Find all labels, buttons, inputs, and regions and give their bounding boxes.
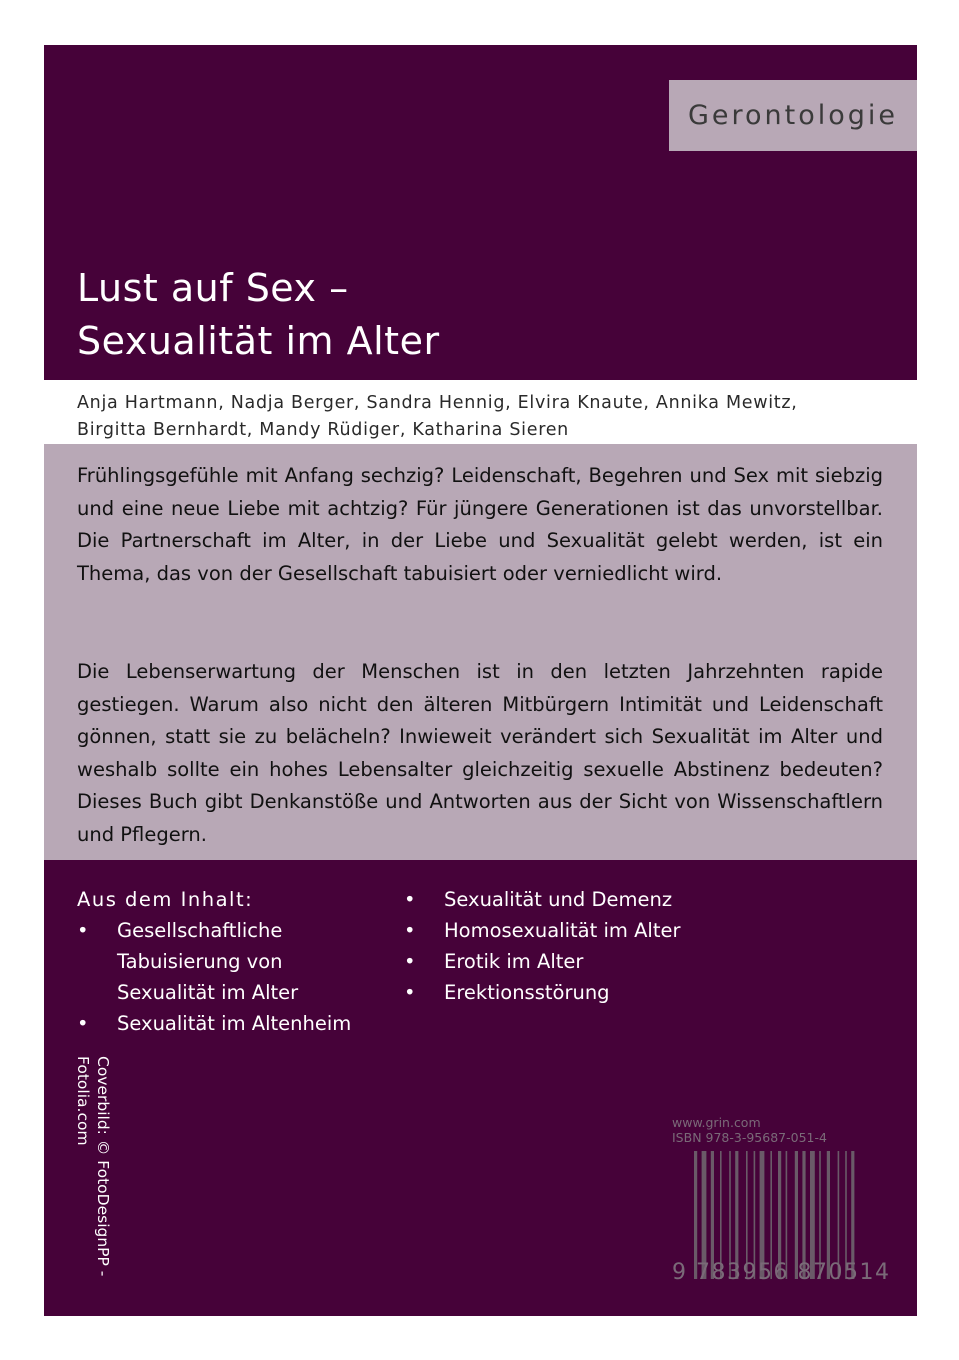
blurb-paragraph-2: Die Lebenserwartung der Menschen ist in den letzten Jahrzehnten rapide gestiegen. Warum also nicht den älteren Mitbürgern Intimität und Leidenschaft gönnen, statt sie zu belächeln? Inwieweit verändert sich Sexualität im Alter und weshalb sollte ein hohes Lebensalter gleichzeitig sexuelle Abstinenz bedeuten? Dieses Buch gibt Denkanstöße und Antworten aus der Sicht von Wissenschaftlern und Pflegern. [77,660,883,846]
list-item [404,915,734,946]
list-item-text: Erotik im Alter [444,950,584,973]
publisher-url: www.grin.com [672,1115,761,1130]
bullet-icon: • [404,888,416,911]
category-label: Gerontologie [669,80,917,151]
author-list [77,390,907,444]
list-item-text: Homosexualität im Alter [444,919,681,942]
ean-number: 9 783956 870514 [672,1260,891,1285]
credit-line-2: Fotolia.com [74,1056,92,1146]
book-title [77,262,440,368]
title-line-1: Lust auf Sex – [77,266,349,310]
bullet-icon: • [404,919,416,942]
cover-image-credit [73,1056,113,1286]
bullet-icon: • [77,919,89,942]
contents-heading: Aus dem Inhalt: [77,888,254,911]
authors-band [44,380,917,444]
list-item-text: Gesellschaftliche Tabuisierung von Sexualität im Alter [117,919,299,1004]
credit-line-1: Coverbild: © FotoDesignPP - [94,1056,112,1277]
list-item-text: Erektionsstörung [444,981,610,1004]
blurb-band [44,444,917,860]
list-item-text: Sexualität und Demenz [444,888,673,911]
bullet-icon: • [77,1012,89,1035]
title-line-2: Sexualität im Alter [77,319,440,363]
contents-column-1 [77,915,377,1039]
list-item-text: Sexualität im Altenheim [117,1012,352,1035]
blurb-paragraph-1: Frühlingsgefühle mit Anfang sechzig? Leidenschaft, Begehren und Sex mit siebzig und eine neue Liebe mit achtzig? Für jüngere Generationen ist das unvorstellbar. Die Partnerschaft im Alter, in der Liebe und Sexualität gelebt werden, ist ein Thema, das von der Gesellschaft tabuisiert oder verniedlicht wird. [77,464,883,585]
list-item [404,946,734,977]
barcode-block [672,1115,897,1290]
authors-line-2: Birgitta Bernhardt, Mandy Rüdiger, Katharina Sieren [77,420,569,440]
authors-line-1: Anja Hartmann, Nadja Berger, Sandra Hennig, Elvira Knaute, Annika Mewitz, [77,393,798,413]
contents-column-2 [404,884,734,1008]
isbn-label: ISBN 978-3-95687-051-4 [672,1130,827,1145]
list-item [77,915,377,1008]
list-item [404,977,734,1008]
bullet-icon: • [404,981,416,1004]
credit-text [73,1056,113,1276]
list-item [77,1008,377,1039]
list-item [404,884,734,915]
bullet-icon: • [404,950,416,973]
